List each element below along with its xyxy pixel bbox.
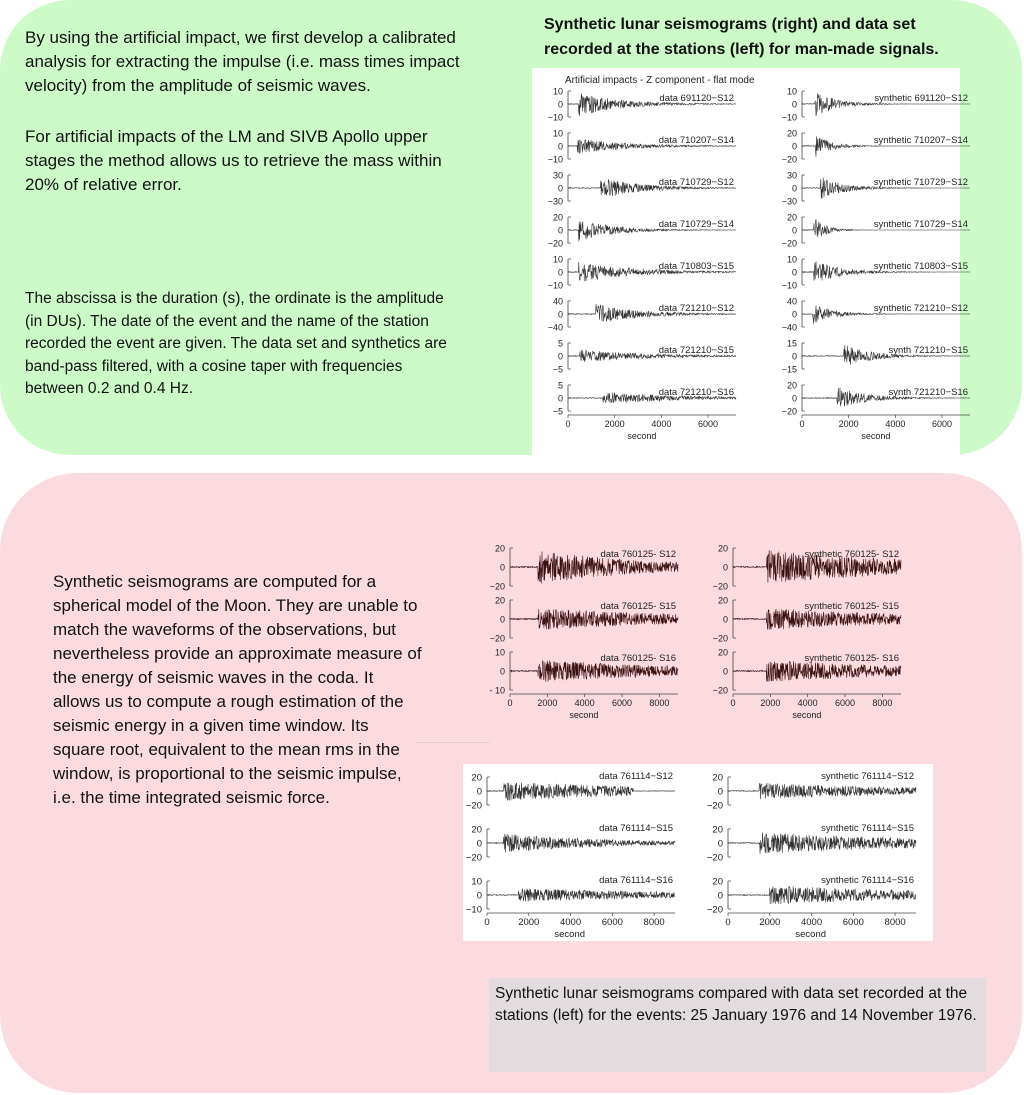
y-tick-label: 15 [786,338,797,349]
y-tick-label: 20 [786,212,797,223]
y-tick-label: 10 [786,254,797,265]
y-tick-label: 30 [552,170,563,181]
trace-label: data 761114−S15 [599,823,673,834]
y-tick-label: −20 [489,581,505,592]
trace-label: synthetic 761114−S16 [821,875,914,886]
y-tick-label: 0 [791,183,797,194]
y-tick-label: 40 [552,296,563,307]
y-tick-label: 0 [499,666,505,677]
trace-label: synthetic 760125- S12 [804,549,899,560]
x-tick-label: 8000 [643,917,665,928]
trace-label: synthetic 761114−S15 [821,823,914,834]
x-tick-label: 0 [730,698,736,708]
trace-label: data 710803−S15 [658,261,734,272]
seismogram-trace [728,832,916,854]
x-tick-label: 0 [484,917,490,928]
y-tick-label: 0 [791,309,797,320]
y-tick-label: 0 [791,225,797,236]
y-tick-label: 0 [717,838,723,850]
y-tick-label: −20 [465,800,482,812]
y-tick-label: −30 [781,196,797,207]
trace-label: data 760125- S16 [600,653,676,664]
y-tick-label: 20 [717,543,728,554]
trace-label: data 710729−S14 [658,219,734,230]
y-tick-label: 30 [786,170,797,181]
x-tick-label: 4000 [800,917,823,928]
trace-label: synth 721210−S15 [888,345,968,356]
x-tick-label: 6000 [697,419,719,429]
x-axis-label: second [861,431,891,441]
trace-label: synthetic 710207−S14 [873,135,968,146]
x-tick-label: 4000 [797,698,818,708]
y-tick-label: −10 [547,154,563,165]
y-tick-label: 0 [722,666,728,677]
y-tick-label: 0 [557,99,563,110]
x-tick-label: 4000 [885,419,906,429]
y-tick-label: −40 [781,322,797,333]
y-tick-label: 0 [557,225,563,236]
y-tick-label: 20 [552,212,563,223]
seismogram-figure-3 [463,764,933,941]
y-tick-label: 0 [557,351,563,362]
trace-label: data 761114−S16 [599,875,673,886]
seismogram-trace [487,889,675,902]
y-tick-label: 40 [786,296,797,307]
x-tick-label: 0 [725,917,731,928]
x-tick-label: 4000 [574,698,595,708]
seismogram-trace [728,886,916,904]
y-tick-label: 0 [791,99,797,110]
y-tick-label: 20 [717,647,728,658]
seismogram-trace [728,783,916,799]
x-tick-label: 6000 [834,698,856,708]
trace-label: data 710207−S14 [658,135,734,146]
y-tick-label: 0 [499,614,505,625]
y-tick-label: −20 [781,238,797,249]
y-tick-label: −20 [712,685,728,696]
y-tick-label: −5 [552,364,563,375]
y-tick-label: −20 [465,852,482,864]
trace-label: synthetic 710803−S15 [873,261,968,272]
x-tick-label: 6000 [931,419,953,429]
y-tick-label: 5 [557,380,563,391]
seismogram-trace [733,661,901,681]
x-tick-label: 6000 [601,917,623,928]
y-tick-label: 0 [791,351,797,362]
y-tick-label: 5 [557,338,563,349]
y-tick-label: −20 [712,633,728,644]
y-tick-label: −40 [547,322,563,333]
figure-caption: Synthetic lunar seismograms compared with data set recorded at the stations (left) for the events: 25 January 1976 and 14 November 1976. [489,978,986,1072]
y-tick-label: −20 [706,852,723,864]
trace-label: data 760125- S15 [600,601,676,612]
y-tick-label: 0 [791,141,797,152]
trace-label: data 760125- S12 [600,549,676,560]
y-tick-label: 20 [494,595,505,606]
trace-label: synthetic 761114−S12 [821,771,914,782]
y-tick-label: 0 [791,393,797,404]
y-tick-label: 20 [494,543,505,554]
x-tick-label: 8000 [649,698,670,708]
x-tick-label: 6000 [611,698,633,708]
x-axis-label: second [569,710,599,720]
y-tick-label: 20 [471,824,482,836]
y-tick-label: 10 [552,128,563,139]
y-tick-label: 20 [712,876,723,888]
y-tick-label: 0 [557,393,563,404]
figure-description: The abscissa is the duration (s), the ordinate is the amplitude (in DUs). The date of the event and the name of the station recorded the event are given. The data set and synthetics are band-pass filtered, with a cosine taper with frequencies between 0.2 and 0.4 Hz. [25,290,447,397]
x-axis-label: second [627,431,657,441]
x-axis-label: second [795,929,827,940]
x-tick-label: 0 [507,698,513,708]
seismogram-figure-1 [532,68,968,455]
y-tick-label: −20 [706,800,723,812]
y-tick-label: −15 [781,364,797,375]
y-tick-label: 0 [557,141,563,152]
x-axis-label: second [554,929,586,940]
y-tick-label: 0 [476,786,482,798]
y-tick-label: 20 [471,772,482,784]
trace-label: data 721210−S15 [658,345,734,356]
y-tick-label: −20 [547,238,563,249]
x-tick-label: 0 [565,419,571,429]
y-tick-label: 20 [717,595,728,606]
y-tick-label: −10 [465,904,482,916]
x-tick-label: 2000 [518,917,540,928]
trace-label: data 721210−S16 [658,387,734,398]
y-tick-label: 0 [722,614,728,625]
x-tick-label: 8000 [884,917,906,928]
y-tick-label: −5 [552,406,563,417]
y-tick-label: - 10 [489,685,505,696]
y-tick-label: −20 [712,581,728,592]
y-tick-label: 10 [471,876,482,888]
y-tick-label: 0 [722,562,728,573]
trace-label: synthetic 760125- S16 [804,653,899,664]
y-tick-label: 0 [476,890,482,902]
y-tick-label: −20 [489,633,505,644]
y-tick-label: 10 [552,254,563,265]
seismogram-trace [487,834,675,853]
y-tick-label: −20 [781,154,797,165]
trace-label: synthetic 710729−S12 [873,177,968,188]
y-tick-label: 10 [494,647,505,658]
trace-label: data 691120−S12 [659,93,734,104]
y-tick-label: 0 [557,267,563,278]
y-tick-label: 20 [712,824,723,836]
trace-label: synthetic 721210−S12 [873,303,968,314]
x-tick-label: 2000 [604,419,625,429]
trace-label: synthetic 760125- S15 [804,601,899,612]
y-tick-label: −10 [547,280,563,291]
figure-761114 [463,764,933,941]
x-tick-label: 2000 [537,698,558,708]
x-tick-label: 6000 [842,917,864,928]
y-tick-label: −10 [781,280,797,291]
x-tick-label: 2000 [759,917,781,928]
y-tick-label: 10 [786,86,797,97]
y-tick-label: 0 [717,786,723,798]
y-tick-label: −10 [547,112,563,123]
figure-title: Synthetic lunar seismograms (right) and data set recorded at the stations (left) for man-made signals. [544,16,939,58]
y-tick-label: 0 [476,838,482,850]
x-tick-label: 4000 [651,419,672,429]
figure-760125 [488,540,904,720]
trace-label: synth 721210−S16 [888,387,968,398]
y-tick-label: 0 [557,309,563,320]
x-tick-label: 0 [799,419,805,429]
figure-man-made-signals [532,68,968,455]
y-tick-label: 0 [557,183,563,194]
y-tick-label: −20 [781,406,797,417]
trace-label: data 761114−S12 [599,771,673,782]
seismogram-trace [510,609,678,629]
x-tick-label: 4000 [559,917,582,928]
trace-label: data 710729−S12 [658,177,734,188]
trace-label: synthetic 710729−S14 [873,219,968,230]
y-tick-label: 20 [786,128,797,139]
trace-label: data 721210−S12 [658,303,734,314]
y-tick-label: −30 [547,196,563,207]
x-tick-label: 8000 [872,698,893,708]
y-tick-label: −10 [781,112,797,123]
synthetic-paragraph: Synthetic seismograms are computed for a spherical model of the Moon. They are unable to match the waveforms of the observations, but nevertheless provide an approximate measure of the energy of seismic waves in the coda. It allows us to compute a rough estimation of the seismic energy in a given time window. Its square root, equivalent to the mean rms in the window, is proportional to the seismic impulse, i.e. the time integrated seismic force. [53,572,422,807]
y-tick-label: 20 [786,380,797,391]
trace-label: synthetic 691120−S12 [874,93,968,104]
y-tick-label: 0 [717,890,723,902]
y-tick-label: 20 [712,772,723,784]
intro-paragraph: By using the artificial impact, we first develop a calibrated analysis for extracting the impulse (i.e. mass times impact velocity) from the amplitude of seismic waves. [25,28,460,95]
figure-title-text: Artificial impacts - Z component - flat mode [565,75,755,86]
x-axis-label: second [792,710,822,720]
y-tick-label: 0 [499,562,505,573]
divider-line [415,742,490,743]
apollo-paragraph: For artificial impacts of the LM and SIVB Apollo upper stages the method allows us to retrieve the mass within 20% of relative error. [25,127,442,194]
x-tick-label: 2000 [838,419,859,429]
seismogram-trace [487,783,675,801]
seismogram-figure-2 [488,540,904,720]
y-tick-label: −20 [706,904,723,916]
seismogram-trace [733,609,901,630]
y-tick-label: 10 [552,86,563,97]
y-tick-label: 0 [791,267,797,278]
x-tick-label: 2000 [760,698,781,708]
